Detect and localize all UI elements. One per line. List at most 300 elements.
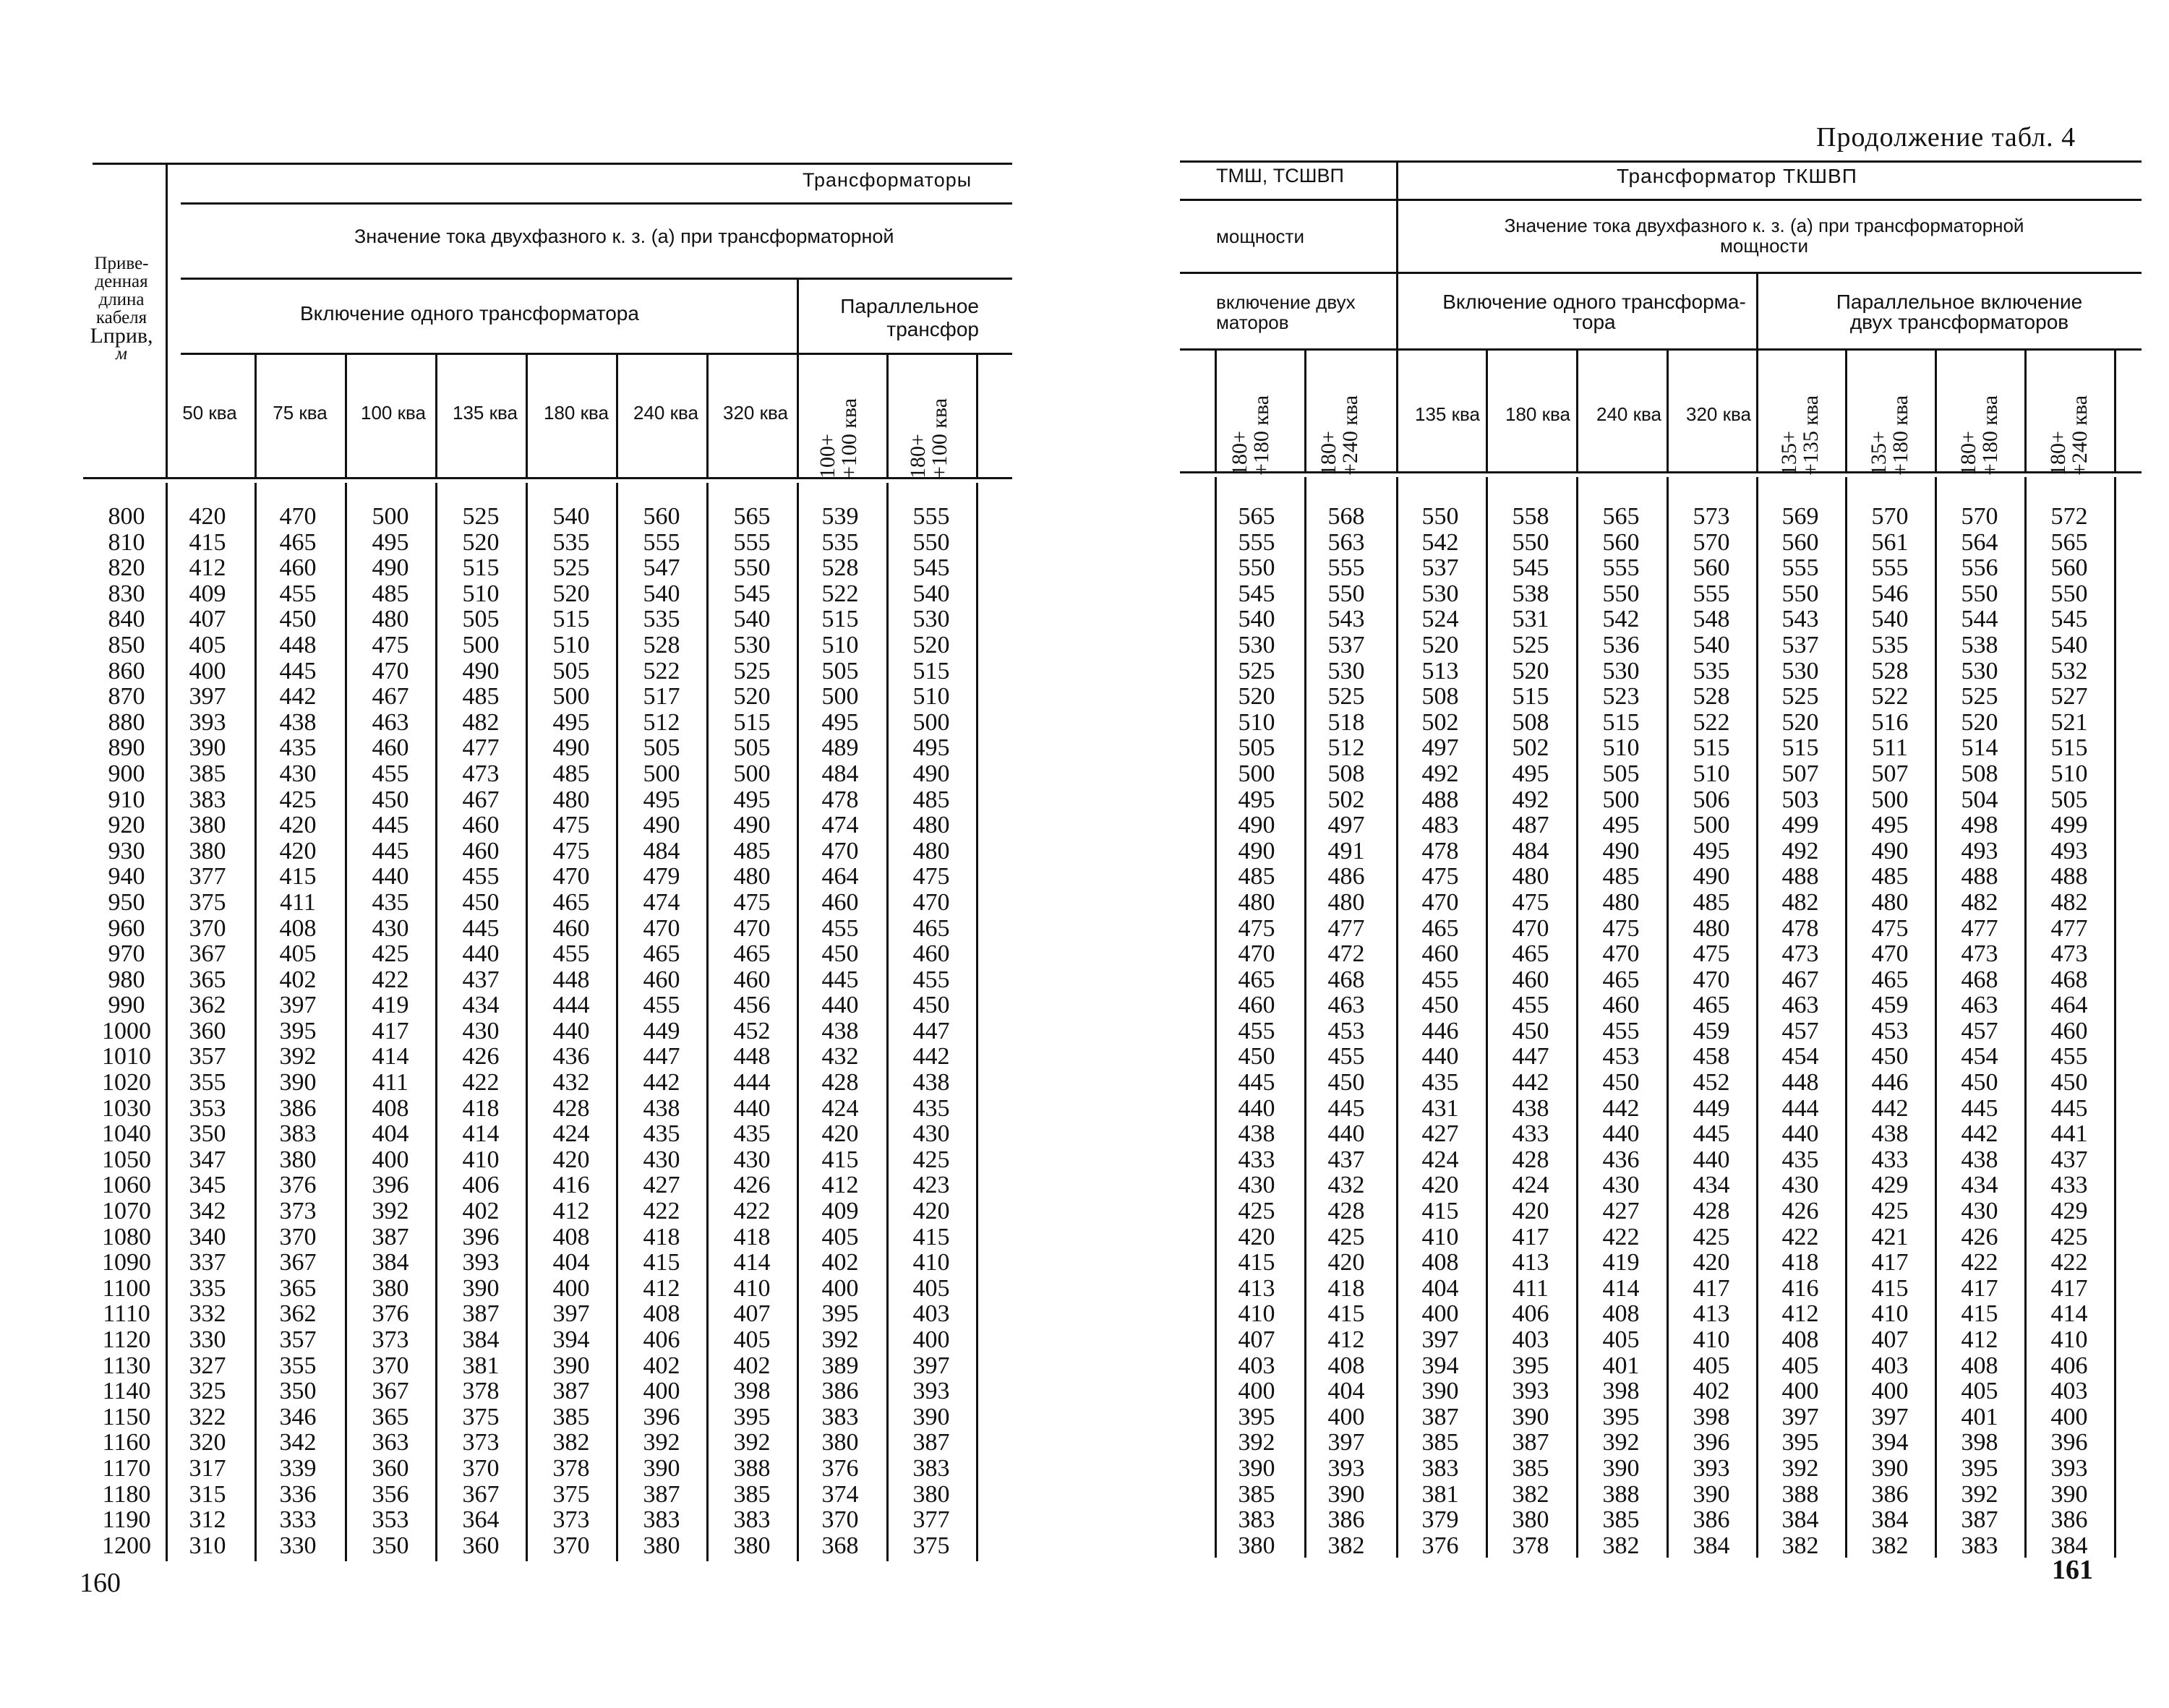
table-cell: 515 [1512, 683, 1549, 711]
table-cell: 460 [1512, 966, 1549, 993]
table-cell: 442 [1512, 1069, 1549, 1097]
table-cell: 990 [108, 992, 145, 1019]
table-cell: 495 [912, 734, 950, 762]
table-cell: 510 [462, 580, 500, 607]
table-cell: 390 [2050, 1480, 2088, 1508]
table-cell: 540 [912, 580, 950, 607]
table-cell: 384 [1871, 1506, 1909, 1534]
table-cell: 490 [1693, 863, 1730, 891]
table-cell: 394 [552, 1326, 590, 1353]
table-cell: 381 [1421, 1480, 1459, 1508]
table-cell: 383 [643, 1506, 680, 1534]
table-cell: 486 [1327, 863, 1365, 891]
table-cell: 520 [912, 631, 950, 658]
table-cell: 480 [1512, 863, 1549, 891]
table-cell: 419 [372, 992, 409, 1019]
table-cell: 522 [1871, 683, 1909, 711]
table-cell: 563 [1327, 528, 1365, 556]
table-cell: 395 [1781, 1429, 1819, 1456]
table-cell: 450 [1421, 992, 1459, 1019]
row-header-line: длина [98, 290, 145, 309]
table-cell: 436 [1602, 1146, 1640, 1173]
header-current-line: Значение тока двухфазного к. з. (а) при трансформаторной [1504, 215, 2024, 236]
table-cell: 445 [372, 837, 409, 864]
body-rule [706, 483, 709, 1561]
table-cell: 420 [552, 1146, 590, 1173]
table-cell: 510 [552, 631, 590, 658]
table-cell: 470 [912, 888, 950, 916]
table-cell: 569 [1781, 503, 1819, 530]
table-cell: 465 [643, 940, 680, 968]
table-cell: 535 [552, 528, 590, 556]
table-cell: 520 [1512, 657, 1549, 685]
table-cell: 510 [912, 683, 950, 711]
table-cell: 482 [1961, 888, 1998, 916]
table-cell: 401 [1602, 1352, 1640, 1379]
table-cell: 455 [1421, 966, 1459, 993]
table-cell: 503 [1781, 786, 1819, 813]
table-cell: 457 [1781, 1017, 1819, 1044]
table-cell: 411 [1513, 1274, 1549, 1302]
table-cell: 422 [372, 966, 409, 993]
table-cell: 396 [372, 1172, 409, 1199]
value-column [800, 504, 880, 1558]
table-cell: 540 [2050, 631, 2088, 658]
table-cell: 525 [733, 657, 771, 685]
table-cell: 312 [189, 1506, 226, 1534]
table-cell: 505 [733, 734, 771, 762]
table-cell: 440 [552, 1017, 590, 1044]
table-cell: 531 [1512, 606, 1549, 633]
table-cell: 464 [2050, 992, 2088, 1019]
table-cell: 480 [1238, 888, 1275, 916]
header-parallel-line: Параллельное включение [1836, 291, 2083, 313]
table-cell: 532 [2050, 657, 2088, 685]
table-cell: 515 [1693, 734, 1730, 762]
table-cell: 412 [1327, 1326, 1365, 1353]
table-cell: 510 [2050, 760, 2088, 787]
table-cell: 430 [733, 1146, 771, 1173]
table-cell: 435 [733, 1120, 771, 1148]
table-cell: 442 [1602, 1094, 1640, 1122]
table-cell: 497 [1327, 812, 1365, 839]
table-cell: 397 [1327, 1429, 1365, 1456]
table-cell: 406 [2050, 1352, 2088, 1379]
table-cell: 393 [462, 1249, 500, 1276]
table-cell: 460 [733, 966, 771, 993]
subheader-rule [1576, 348, 1578, 471]
table-cell: 400 [1238, 1378, 1275, 1405]
table-cell: 450 [1871, 1043, 1909, 1070]
table-cell: 490 [1238, 812, 1275, 839]
table-cell: 386 [2050, 1506, 2088, 1534]
table-cell: 381 [462, 1352, 500, 1379]
table-cell: 460 [1602, 992, 1640, 1019]
table-cell: 416 [1781, 1274, 1819, 1302]
sub-180-180-b: 180+ +180 ква [1956, 395, 2002, 476]
table-cell: 383 [189, 786, 226, 813]
table-cell: 510 [1602, 734, 1640, 762]
header-two-line: включение двух [1216, 291, 1356, 313]
body-rule [1756, 477, 1758, 1558]
table-cell: 485 [733, 837, 771, 864]
table-cell: 830 [108, 580, 145, 607]
table-cell: 437 [462, 966, 500, 993]
table-cell: 382 [1512, 1480, 1549, 1508]
table-cell: 428 [1693, 1198, 1730, 1225]
table-cell: 378 [462, 1378, 500, 1405]
header-rule-3 [1180, 348, 2142, 351]
table-cell: 475 [552, 812, 590, 839]
table-cell: 495 [1602, 812, 1640, 839]
table-cell: 400 [372, 1146, 409, 1173]
table-cell: 376 [821, 1454, 859, 1482]
table-cell: 430 [279, 760, 317, 787]
value-column [1761, 504, 1840, 1558]
table-cell: 410 [912, 1249, 950, 1276]
table-cell: 353 [372, 1506, 409, 1534]
table-cell: 383 [912, 1454, 950, 1482]
table-cell: 450 [1512, 1017, 1549, 1044]
table-cell: 510 [1693, 760, 1730, 787]
table-cell: 870 [108, 683, 145, 711]
table-cell: 388 [1781, 1480, 1819, 1508]
length-column [87, 504, 166, 1558]
table-cell: 1180 [102, 1480, 151, 1508]
table-cell: 393 [2050, 1454, 2088, 1482]
table-cell: 414 [372, 1043, 409, 1070]
table-cell: 1100 [102, 1274, 151, 1302]
table-cell: 392 [1781, 1454, 1819, 1482]
table-cell: 411 [372, 1069, 408, 1097]
table-cell: 398 [1602, 1378, 1640, 1405]
table-cell: 438 [279, 708, 317, 736]
table-cell: 520 [1961, 708, 1998, 736]
table-cell: 347 [189, 1146, 226, 1173]
table-cell: 468 [1961, 966, 1998, 993]
table-cell: 402 [821, 1249, 859, 1276]
table-cell: 460 [462, 812, 500, 839]
table-cell: 402 [1693, 1378, 1730, 1405]
table-cell: 511 [1872, 734, 1908, 762]
subheader-rule [1935, 348, 1937, 471]
table-cell: 402 [643, 1352, 680, 1379]
table-cell: 427 [1602, 1198, 1640, 1225]
header-parallel [803, 295, 979, 341]
table-cell: 459 [1871, 992, 1909, 1019]
table-cell: 433 [2050, 1172, 2088, 1199]
table-cell: 506 [1693, 786, 1730, 813]
table-cell: 463 [1327, 992, 1365, 1019]
table-cell: 447 [643, 1043, 680, 1070]
table-cell: 455 [821, 914, 859, 942]
sub-320: 320 ква [723, 402, 788, 424]
table-cell: 430 [1602, 1172, 1640, 1199]
table-cell: 445 [1693, 1120, 1730, 1148]
table-cell: 535 [1871, 631, 1909, 658]
table-cell: 400 [189, 657, 226, 685]
table-cell: 429 [2050, 1198, 2088, 1225]
table-cell: 500 [1238, 760, 1275, 787]
table-cell: 337 [189, 1249, 226, 1276]
value-column [1306, 504, 1386, 1558]
table-cell: 485 [462, 683, 500, 711]
table-cell: 384 [1781, 1506, 1819, 1534]
table-cell: 325 [189, 1378, 226, 1405]
table-cell: 480 [1871, 888, 1909, 916]
table-cell: 465 [912, 914, 950, 942]
table-cell: 382 [1871, 1532, 1909, 1559]
table-cell: 428 [821, 1069, 859, 1097]
table-cell: 419 [1602, 1249, 1640, 1276]
table-cell: 426 [1961, 1223, 1998, 1250]
table-cell: 497 [1421, 734, 1459, 762]
table-cell: 435 [372, 888, 409, 916]
header-two [1216, 292, 1356, 332]
table-cell: 416 [552, 1172, 590, 1199]
table-cell: 438 [1871, 1120, 1909, 1148]
table-cell: 370 [279, 1223, 317, 1250]
table-cell: 365 [279, 1274, 317, 1302]
table-cell: 397 [1421, 1326, 1459, 1353]
table-cell: 387 [372, 1223, 409, 1250]
table-cell: 374 [821, 1480, 859, 1508]
sub-240: 240 ква [633, 402, 698, 424]
table-cell: 565 [733, 503, 771, 530]
table-cell: 507 [1871, 760, 1909, 787]
table-cell: 474 [821, 812, 859, 839]
table-cell: 394 [1421, 1352, 1459, 1379]
table-cell: 373 [462, 1429, 500, 1456]
table-cell: 387 [643, 1480, 680, 1508]
subheader-rule [254, 353, 257, 477]
table-cell: 383 [279, 1120, 317, 1148]
table-cell: 385 [552, 1403, 590, 1430]
table-cell: 395 [279, 1017, 317, 1044]
table-cell: 380 [912, 1480, 950, 1508]
table-cell: 560 [2050, 554, 2088, 582]
table-cell: 518 [1327, 708, 1365, 736]
table-cell: 450 [462, 888, 500, 916]
value-column [531, 504, 611, 1558]
table-cell: 470 [643, 914, 680, 942]
continuation-title: Продолжение табл. 4 [1816, 122, 2076, 153]
value-column [2029, 504, 2109, 1558]
table-cell: 500 [1602, 786, 1640, 813]
table-cell: 440 [1781, 1120, 1819, 1148]
table-cell: 556 [1961, 554, 1998, 582]
table-cell: 392 [1238, 1429, 1275, 1456]
table-cell: 450 [1238, 1043, 1275, 1070]
table-cell: 490 [1871, 837, 1909, 864]
table-cell: 860 [108, 657, 145, 685]
table-cell: 393 [1693, 1454, 1730, 1482]
table-cell: 570 [1871, 503, 1909, 530]
table-cell: 386 [1693, 1506, 1730, 1534]
table-cell: 387 [1961, 1506, 1998, 1534]
table-cell: 440 [1693, 1146, 1730, 1173]
table-cell: 395 [821, 1300, 859, 1328]
table-cell: 840 [108, 606, 145, 633]
table-cell: 414 [2050, 1300, 2088, 1328]
table-cell: 484 [821, 760, 859, 787]
table-cell: 473 [462, 760, 500, 787]
table-cell: 415 [1327, 1300, 1365, 1328]
table-cell: 475 [1421, 863, 1459, 891]
body-rule [1667, 477, 1669, 1558]
table-cell: 565 [2050, 528, 2088, 556]
table-cell: 389 [821, 1352, 859, 1379]
table-cell: 390 [462, 1274, 500, 1302]
table-cell: 390 [643, 1454, 680, 1482]
table-cell: 332 [189, 1300, 226, 1328]
table-cell: 383 [733, 1506, 771, 1534]
header-two-line: маторов [1216, 312, 1289, 333]
header-current-line: мощности [1720, 235, 1808, 257]
table-cell: 409 [189, 580, 226, 607]
table-cell: 495 [1512, 760, 1549, 787]
table-cell: 1200 [102, 1532, 151, 1559]
table-cell: 378 [1512, 1532, 1549, 1559]
table-cell: 474 [643, 888, 680, 916]
table-cell: 1090 [102, 1249, 151, 1276]
table-cell: 395 [733, 1403, 771, 1430]
table-cell: 382 [1781, 1532, 1819, 1559]
table-cell: 540 [1238, 606, 1275, 633]
table-cell: 448 [1781, 1069, 1819, 1097]
table-cell: 382 [1602, 1532, 1640, 1559]
table-cell: 373 [552, 1506, 590, 1534]
table-cell: 420 [1693, 1249, 1730, 1276]
table-cell: 515 [733, 708, 771, 736]
table-cell: 390 [1871, 1454, 1909, 1482]
table-cell: 444 [1781, 1094, 1819, 1122]
table-cell: 373 [372, 1326, 409, 1353]
sub-50: 50 ква [182, 402, 237, 424]
table-cell: 377 [189, 863, 226, 891]
table-cell: 380 [643, 1532, 680, 1559]
table-cell: 475 [733, 888, 771, 916]
table-cell: 493 [2050, 837, 2088, 864]
table-cell: 522 [1693, 708, 1730, 736]
table-cell: 445 [279, 657, 317, 685]
table-cell: 408 [372, 1094, 409, 1122]
value-column [258, 504, 338, 1558]
body-rule [345, 483, 347, 1561]
table-cell: 370 [462, 1454, 500, 1482]
table-cell: 568 [1327, 503, 1365, 530]
table-cell: 400 [821, 1274, 859, 1302]
table-cell: 500 [821, 683, 859, 711]
table-cell: 390 [552, 1352, 590, 1379]
table-cell: 380 [821, 1429, 859, 1456]
table-cell: 375 [912, 1532, 950, 1559]
table-cell: 515 [2050, 734, 2088, 762]
table-cell: 430 [1781, 1172, 1819, 1199]
table-cell: 405 [733, 1326, 771, 1353]
table-cell: 538 [1961, 631, 1998, 658]
table-cell: 480 [1602, 888, 1640, 916]
table-cell: 450 [2050, 1069, 2088, 1097]
body-rule [2024, 477, 2027, 1558]
subheader-rule [1845, 348, 1847, 471]
table-cell: 537 [1781, 631, 1819, 658]
table-cell: 1010 [102, 1043, 151, 1070]
table-cell: 342 [189, 1198, 226, 1225]
table-cell: 525 [552, 554, 590, 582]
table-cell: 408 [1602, 1300, 1640, 1328]
table-cell: 478 [1421, 837, 1459, 864]
sub-135: 135 ква [453, 402, 518, 424]
body-rule [1486, 477, 1488, 1558]
table-cell: 540 [1693, 631, 1730, 658]
table-cell: 406 [1512, 1300, 1549, 1328]
table-cell: 370 [372, 1352, 409, 1379]
table-cell: 445 [2050, 1094, 2088, 1122]
table-cell: 484 [1512, 837, 1549, 864]
table-cell: 820 [108, 554, 145, 582]
header-single-line: Включение одного трансформа- [1442, 291, 1746, 313]
table-cell: 488 [2050, 863, 2088, 891]
table-cell: 392 [643, 1429, 680, 1456]
table-cell: 490 [912, 760, 950, 787]
table-cell: 460 [1421, 940, 1459, 968]
table-cell: 490 [643, 812, 680, 839]
table-cell: 470 [1421, 888, 1459, 916]
table-cell: 425 [279, 786, 317, 813]
sub-180-240-a: 180+ +240 ква [1317, 395, 1362, 476]
table-cell: 516 [1871, 708, 1909, 736]
table-cell: 470 [1693, 966, 1730, 993]
table-cell: 397 [912, 1352, 950, 1379]
table-cell: 560 [1781, 528, 1819, 556]
table-cell: 455 [2050, 1043, 2088, 1070]
table-cell: 412 [1961, 1326, 1998, 1353]
table-cell: 448 [733, 1043, 771, 1070]
table-cell: 420 [821, 1120, 859, 1148]
table-cell: 477 [1961, 914, 1998, 942]
table-cell: 390 [1693, 1480, 1730, 1508]
table-cell: 375 [552, 1480, 590, 1508]
table-cell: 460 [279, 554, 317, 582]
table-cell: 408 [1961, 1352, 1998, 1379]
table-cell: 401 [1961, 1403, 1998, 1430]
table-cell: 425 [912, 1146, 950, 1173]
table-cell: 470 [1871, 940, 1909, 968]
table-cell: 440 [733, 1094, 771, 1122]
table-cell: 445 [1238, 1069, 1275, 1097]
table-cell: 407 [733, 1300, 771, 1328]
table-cell: 360 [372, 1454, 409, 1482]
table-cell: 850 [108, 631, 145, 658]
subheader-rule [976, 353, 978, 477]
table-cell: 1110 [103, 1300, 150, 1328]
table-cell: 409 [821, 1198, 859, 1225]
table-cell: 477 [462, 734, 500, 762]
table-cell: 1020 [102, 1069, 151, 1097]
table-cell: 495 [1693, 837, 1730, 864]
body-rule [1576, 477, 1578, 1558]
table-cell: 398 [1693, 1403, 1730, 1430]
subheader-rule [1396, 348, 1398, 471]
table-cell: 482 [2050, 888, 2088, 916]
table-cell: 440 [1327, 1120, 1365, 1148]
table-cell: 438 [821, 1017, 859, 1044]
table-cell: 357 [279, 1326, 317, 1353]
table-cell: 479 [643, 863, 680, 891]
table-cell: 396 [643, 1403, 680, 1430]
table-cell: 456 [733, 992, 771, 1019]
